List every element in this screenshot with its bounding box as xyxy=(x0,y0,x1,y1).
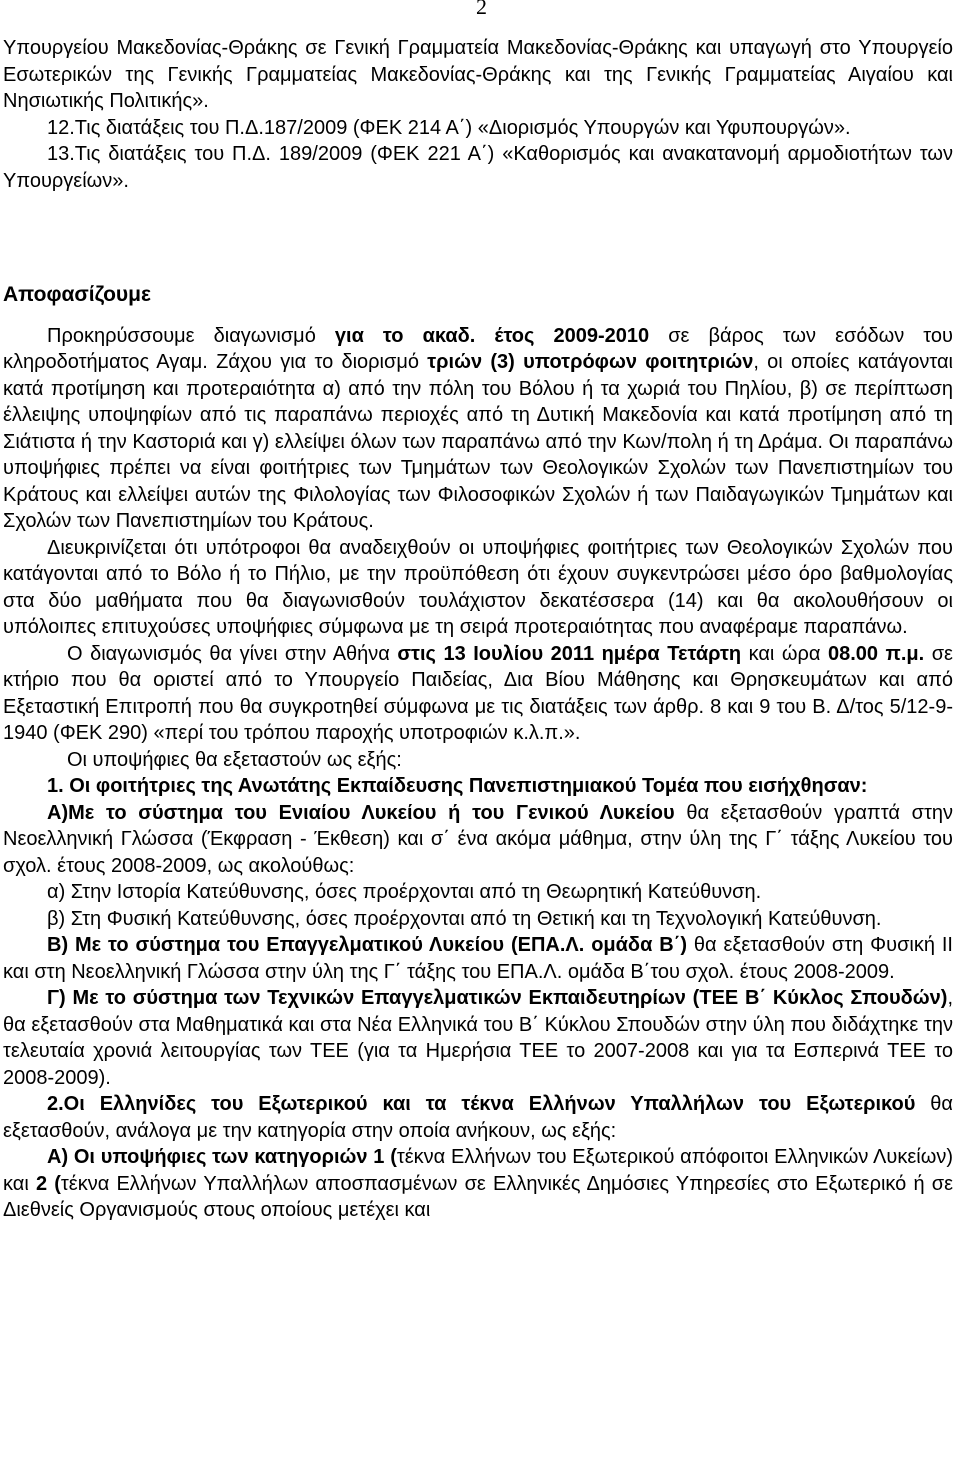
paragraph-exam-date: Ο διαγωνισμός θα γίνει στην Αθήνα στις 13 Ιουλίου 2011 ημέρα Τετάρτη και ώρα 08.00 π.μ. σε κτήριο που θα οριστεί από το Υπουργείο Παιδείας, Δια Βίου Μάθησης και Θρησκευμάτων και από Εξεταστική Επιτροπή που θα συγκροτηθεί σύμφωνα με τις διατάξεις των άρθρ. 8 και 9 του Β. Δ/τος 5/12-9-1940 (ΦΕΚ 290) «περί του τρόπου παροχής υποτροφιών κ.λ.π.». xyxy=(3,642,953,744)
page-number: 2 xyxy=(476,0,487,19)
section-1-a-item-b: β) Στη Φυσική Κατεύθυνσης, όσες προέρχονται από τη Θετική και τη Τεχνολογική Κατεύθυνση. xyxy=(47,907,882,930)
intro-paragraph: Υπουργείου Μακεδονίας-Θράκης σε Γενική Γραμματεία Μακεδονίας-Θράκης και υπαγωγή στο Υπουργείο Εσωτερικών της Γενικής Γραμματείας Μακεδονίας-Θράκης και της Γενικής Γραμματείας Αιγαίου και Νησιωτικής Πολιτικής». xyxy=(3,37,953,112)
decision-heading: Αποφασίζουμε xyxy=(3,283,151,306)
section-1-a-item-a: α) Στην Ιστορία Κατεύθυνσης, όσες προέρχονται από τη Θεωρητική Κατεύθυνση. xyxy=(47,881,762,903)
section-1-a: Α)Με το σύστημα του Ενιαίου Λυκείου ή του Γενικού Λυκείου θα εξετασθούν γραπτά στην Νεοελληνική Γλώσσα (Έκφραση - Έκθεση) και σ΄ ένα ακόμα μάθημα, στην ύλη της Γ΄ τάξης Λυκείου του σχολ. έτους 2008-2009, ως ακολούθως: xyxy=(3,801,953,877)
item-13: 13.Τις διατάξεις του Π.Δ. 189/2009 (ΦΕΚ 221 Α΄) «Καθορισμός και ανακατανομή αρμοδιοτήτων των Υπουργείων». xyxy=(3,143,953,192)
section-2-a: Α) Οι υποψήφιες των κατηγοριών 1 (τέκνα Ελλήνων του Εξωτερικού απόφοιτοι Ελληνικών Λυκείων) και 2 (τέκνα Ελλήνων Υπαλλήλων αποσπασμένων σε Ελληνικές Δημόσιες Υπηρεσίες στο Εξωτερικό ή σε Διεθνείς Οργανισμούς στους οποίους μετέχει και xyxy=(3,1146,954,1221)
paragraph-clarification: Διευκρινίζεται ότι υπότροφοι θα αναδειχθούν οι υποψήφιες φοιτήτριες των Θεολογικών Σχολών που κατάγονται από το Βόλο ή το Πήλιο, με την προϋπόθεση ότι έχουν συγκεντρώσει μέσο όρο βαθμολογίας στα δύο μαθήματα που θα διαγωνισθούν τουλάχιστον δεκατέσσερα (14) και θα ακολουθήσουν οι υπόλοιπες επιτυχούσες υποψήφιες σύμφωνα με τη σειρά προτεραιότητας που αναφέραμε παραπάνω. xyxy=(3,536,953,638)
item-12: 12.Τις διατάξεις του Π.Δ.187/2009 (ΦΕΚ 214 Α΄) «Διορισμός Υπουργών και Υφυπουργών». xyxy=(47,116,851,139)
section-2: 2.Οι Ελληνίδες του Εξωτερικού και τα τέκνα Ελλήνων Υπαλλήλων του Εξωτερικού θα εξετασθούν, ανάλογα με την κατηγορία στην οποία ανήκουν, ως εξής: xyxy=(3,1093,953,1142)
section-1-c: Γ) Με το σύστημα των Τεχνικών Επαγγελματικών Εκπαιδευτηρίων (ΤΕΕ Β΄ Κύκλος Σπουδών), θα εξετασθούν στα Μαθηματικά και στα Νέα Ελληνικά του Β΄ Κύκλου Σπουδών στην ύλη που διδάχτηκε την τελευταία χρονιά λειτουργίας των ΤΕΕ (για τα Ημερήσια ΤΕΕ το 2007-2008 και για τα Εσπερινά ΤΕΕ το 2008-2009). xyxy=(3,987,953,1089)
paragraph-exam-intro: Οι υποψήφιες θα εξεταστούν ως εξής: xyxy=(67,748,402,771)
section-1-heading: 1. Οι φοιτήτριες της Ανωτάτης Εκπαίδευσης Πανεπιστημιακού Τομέα που εισήχθησαν: xyxy=(47,775,868,797)
document-body xyxy=(3,35,953,1224)
section-1-b: Β) Με το σύστημα του Επαγγελματικού Λυκείου (ΕΠΑ.Λ. ομάδα Β΄) θα εξετασθούν στη Φυσική ΙΙ και στη Νεοελληνική Γλώσσα στην ύλη της Γ΄ τάξης του ΕΠΑ.Λ. ομάδα Β΄του σχολ. έτους 2008-2009. xyxy=(3,934,953,983)
paragraph-announcement: Προκηρύσσουμε διαγωνισμό για το ακαδ. έτος 2009-2010 σε βάρος των εσόδων του κληροδοτήματος Αγαμ. Ζάχου για το διορισμό τριών (3) υποτρόφων φοιτητριών, οι οποίες κατάγονται κατά προτίμηση και προτεραιότητα α) από την πόλη του Βόλου ή τα χωριά του Πηλίου, β) σε περίπτωση έλλειψης υποψηφίων από τις παραπάνω περιοχές από τη Δυτική Μακεδονία και κατά προτίμηση από τη Σιάτιστα ή την Καστοριά και γ) ελλείψει όλων των παραπάνω από την Κων/πολη ή τη Δράμα. Οι παραπάνω υποψήφιες πρέπει να είναι φοιτήτριες των Τμημάτων των Θεολογικών Σχολών των Πανεπιστημίων του Κράτους και ελλείψει αυτών της Φιλολογίας των Φιλοσοφικών Σχολών ή των Παιδαγωγικών Τμημάτων και Σχολών των Πανεπιστημίων του Κράτους. xyxy=(3,324,953,532)
